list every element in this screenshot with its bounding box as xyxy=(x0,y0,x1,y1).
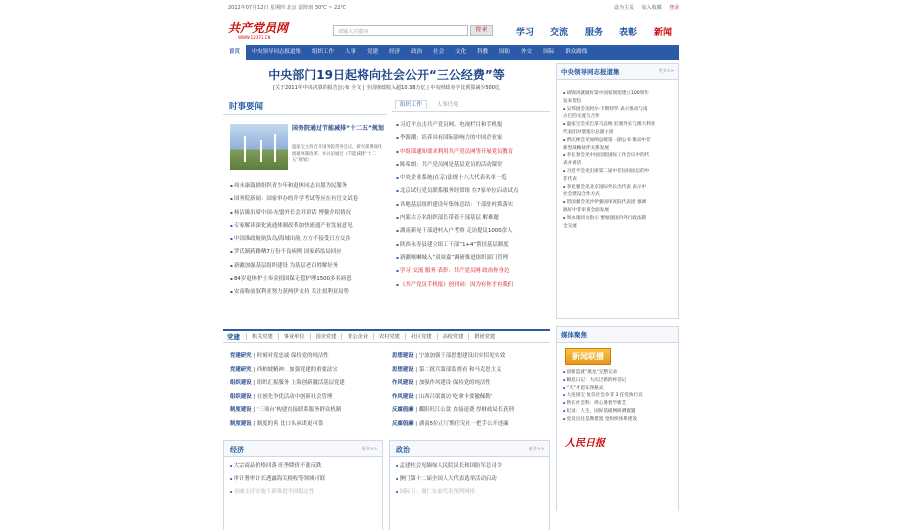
list-item[interactable]: 组织建设 | 在创先争优活动中创新社会管理 xyxy=(230,393,333,400)
list-item[interactable]: ▪ 胡锦涛就做好第中国家领馆建立100周年 xyxy=(563,90,674,98)
nav-item[interactable]: 党建 xyxy=(367,49,379,55)
economy-title: 经济 xyxy=(230,446,244,454)
list-item[interactable]: ▪ 澳门第十二届全国人大代表选举活动启动 xyxy=(396,473,543,486)
nav-news[interactable]: 新闻 xyxy=(654,28,673,38)
feature-image[interactable] xyxy=(230,124,288,170)
list-item[interactable]: ▪ 金融支持实施下新推进全国稳定性 xyxy=(230,486,376,499)
category-label[interactable]: 制度建设 xyxy=(230,407,252,414)
list-item[interactable]: 党建研究 | 时刻对党忠诚 保持党的纯洁性 xyxy=(230,353,329,359)
nav-item[interactable]: 外交 xyxy=(521,49,533,55)
more-link[interactable]: 更多>> xyxy=(658,68,674,73)
tab-item[interactable]: 国企党建 xyxy=(310,333,342,340)
list-item[interactable]: ▪ 贾庆林会见加纳总统第一副公书 推动中非 xyxy=(563,137,674,145)
nav-item[interactable]: 群众路线 xyxy=(565,49,588,55)
tab-item[interactable]: 高校党建 xyxy=(437,333,469,340)
media-list xyxy=(557,367,678,426)
org-news-list xyxy=(396,118,546,291)
item-title[interactable]: 湖南5位正厅期任究社一把手公开述廉 xyxy=(418,420,509,427)
list-item[interactable]: ▪ 新疆喀喇城入“双周嘉”调研推进组织部门管理 xyxy=(396,251,546,264)
search-button[interactable]: 搜 索 xyxy=(470,25,493,36)
category-label[interactable]: 组织建设 xyxy=(230,380,252,387)
list-item[interactable]: 全交流 xyxy=(563,223,577,229)
list-item[interactable]: ▪ 中央企业系统(在京)法规十八大代表名单一览 xyxy=(396,171,546,184)
list-item[interactable]: 新型战略伙伴关系发展 xyxy=(563,145,609,151)
top-links xyxy=(614,4,685,11)
item-title[interactable]: 鄱阳旺江公款 直接退费 厚财政局长获刑 xyxy=(418,407,514,414)
politics-title: 政治 xyxy=(396,446,410,454)
category-label[interactable]: 作风建设 xyxy=(392,393,414,400)
leaders-list xyxy=(557,80,678,232)
list-item[interactable]: ▪ 学习 交流 服务 表彰：共产党员网 政治你身边 xyxy=(396,264,546,277)
list-item[interactable]: ▪ 孟建柱会见缅甸人民院议长和国防军总司令 xyxy=(396,460,543,473)
list-item[interactable]: ▪ 湖南新晃干部进村入户考察 走访提议1000余人 xyxy=(396,224,546,237)
list-item[interactable]: 代表团对塞塞尔总副主席 xyxy=(563,129,614,135)
list-item[interactable]: ▪ 暂在社会科：周心暑着学新艺 xyxy=(563,400,674,408)
site-logo[interactable] xyxy=(228,19,290,43)
list-item[interactable]: ▪ 杨洁篪出席中国-东盟外长会并讲话 博鳌介绍情况 xyxy=(230,206,390,219)
nav-home[interactable]: 首页 xyxy=(223,45,246,60)
category-label[interactable]: 组织建设 xyxy=(230,393,252,400)
party-building-bar xyxy=(223,329,550,343)
logo-url: WWW.12371.CN xyxy=(238,35,271,40)
tab-appointments[interactable]: 人事任免 xyxy=(436,102,459,108)
list-item[interactable]: 党建研究 | 西柏坡精神：加强党建的重要法宝 xyxy=(230,366,338,373)
category-label[interactable]: 思想建设 xyxy=(392,366,414,373)
leaders-panel xyxy=(556,63,679,319)
divider xyxy=(392,111,550,112)
list-item[interactable]: 表并讲话 xyxy=(563,161,582,167)
news-section-title: 时事要闻 xyxy=(229,102,264,112)
list-item[interactable]: 反腐倡廉 | 鄱阳旺江公款 直接退费 厚财政局长获刑 xyxy=(392,407,514,414)
list-item[interactable]: ▪ 84岁退休护士奉金捐国保无偿护理1500多名病患 xyxy=(230,272,390,285)
nav-item[interactable]: 人事 xyxy=(345,49,357,55)
item-title[interactable]: 山西吕梁离访‘吃拿卡要撤佩勒’ xyxy=(418,393,493,400)
list-item[interactable]: ▪ 北京试行党员联系服务经常组 在7家单位启动试点 xyxy=(396,184,546,197)
list-item[interactable]: ▪ 《共产党员手机报》创刊词：因为有你才有我们 xyxy=(396,278,546,291)
item-title[interactable]: 时刻对党忠诚 保持党的纯洁性 xyxy=(256,353,329,359)
item-title[interactable]: 制度的善 比口头承诺更可靠 xyxy=(256,420,324,427)
list-item[interactable]: 社会建设合作方式 xyxy=(563,192,600,198)
list-item[interactable]: ▪ 各地基层组织建设年集体总结：干部驻村抓落实 xyxy=(396,198,546,211)
tab-item[interactable]: 机关党建 xyxy=(246,333,278,340)
nav-item[interactable]: 社会 xyxy=(433,49,445,55)
list-item[interactable]: ▪ 李克强会见北京国际外长出代表 表示中 xyxy=(563,184,674,192)
list-item[interactable]: 反腐倡廉 | 湖南5位正厅期任究社一把手公开述廉 xyxy=(392,420,509,427)
media-title: 媒体聚焦 xyxy=(557,327,678,343)
list-item[interactable]: ▪ 新疆加强基层组织建设 为基层老百姓解好务 xyxy=(230,259,390,272)
category-label[interactable]: 反腐倡廉 xyxy=(392,407,414,414)
nav-exchange[interactable]: 交流 xyxy=(550,28,569,38)
item-title[interactable]: 加强作风建设 保持党的纯洁性 xyxy=(418,380,491,387)
list-item[interactable]: 搞好中非审查全面发展 xyxy=(563,207,609,213)
category-label[interactable]: 党建研究 xyxy=(230,366,252,373)
nav-item[interactable]: 国防 xyxy=(499,49,511,55)
org-tabs xyxy=(395,100,467,108)
list-item[interactable]: ▪ 纪录：人生，国际基础网研测置题 xyxy=(563,408,674,416)
list-item[interactable]: 发来贺信 xyxy=(563,98,582,104)
list-item[interactable]: ▪ 专家解读深化流通体制改革加快流通产业发展意见 xyxy=(230,219,390,232)
list-item[interactable]: 非代表 xyxy=(563,176,577,182)
list-item[interactable]: 作风建设 | 加强作风建设 保持党的纯洁性 xyxy=(392,380,491,387)
feature-title[interactable]: 国务院通过节能减排“十二五”规划 xyxy=(292,125,384,132)
list-item[interactable]: ▪ 吴邦国会见阿尔·卡斯特罗 表示推动与南 xyxy=(563,106,674,114)
list-item[interactable]: 组织建设 | 组织汇报服务 上海创新激活基层党建 xyxy=(230,380,345,387)
list-item[interactable]: ▪ 国际卫：谢仁东前代表预判网络 xyxy=(396,486,543,499)
list-item[interactable]: ▪ 习近平会见出席第二届中非民间论坛的中 xyxy=(563,168,674,176)
logo-title: 共产党员网 xyxy=(228,21,289,35)
nav-item[interactable]: 经济 xyxy=(389,49,401,55)
leaders-title xyxy=(557,64,678,80)
more-link[interactable]: 更多>> xyxy=(528,446,544,451)
headline-sublinks[interactable]: [关于2011年中央决算的报告]公布 全文 | 全国财政收入超10.38万亿 | 中央财政赤字比预算减少500亿 xyxy=(273,85,500,91)
item-title[interactable]: 第二批兵第部监督看 和马克思主义 xyxy=(418,366,502,373)
tab-item[interactable]: 农村党建 xyxy=(373,333,405,340)
list-item[interactable]: 制度建设 | 制度的善 比口头承诺更可靠 xyxy=(230,420,324,427)
headline[interactable]: 中央部门19日起将向社会公开“三公经费”等 xyxy=(268,68,505,82)
list-item[interactable]: ▪ 内蒙古万名组织部长带着干部基层 解难题 xyxy=(396,211,546,224)
politics-box xyxy=(389,440,550,530)
tab-item[interactable]: 事业单位 xyxy=(278,333,310,340)
news-list xyxy=(230,179,390,299)
divider xyxy=(223,114,387,115)
search-input[interactable]: 请输入关键词 xyxy=(333,25,468,36)
party-building-title: 党建 xyxy=(227,333,240,341)
category-label[interactable]: 党建研究 xyxy=(230,353,252,359)
list-item[interactable]: ▪ 中组部通知要求利用共产党员网等开展党员教育 xyxy=(396,145,546,158)
party-list-left xyxy=(230,350,390,432)
list-item[interactable]: ▪ 大宗商品价格回落 旺季降价不涨反跌 xyxy=(230,460,376,473)
nav-study[interactable]: 学习 xyxy=(516,28,535,38)
nav-item[interactable]: 中央领导同志报道集 xyxy=(251,49,302,55)
top-bar xyxy=(0,0,908,14)
tab-org-work[interactable]: 组织工作 xyxy=(395,100,427,109)
list-item[interactable]: ▪ “天”才恩东预格式 xyxy=(563,385,674,393)
tab-item[interactable]: 群团党建 xyxy=(468,333,500,340)
item-title[interactable]: ‘三项台’构建直接联系服务群众机制 xyxy=(256,407,342,414)
list-item[interactable]: ▪ 瞬息日记：大庆过新的杯话记 xyxy=(563,377,674,385)
list-item[interactable]: 古巴的交流与合作 xyxy=(563,114,600,120)
nav-item[interactable]: 文化 xyxy=(455,49,467,55)
list-item[interactable]: ▪ 创新造就“航龙”完整记录 xyxy=(563,369,674,377)
main-nav xyxy=(223,45,679,60)
list-item[interactable]: ▪ 陈希朗：共产党员网是基层党员的活动课堂 xyxy=(396,158,546,171)
category-label[interactable]: 反腐倡廉 xyxy=(392,420,414,427)
more-link[interactable]: 更多>> xyxy=(361,446,377,451)
list-item[interactable]: ▪ 国务院新闻：国家审办的升学考试等应在有官文试卷 xyxy=(230,192,390,205)
item-title[interactable]: 组织汇报服务 上海创新激活基层党建 xyxy=(256,380,345,387)
login-link[interactable]: 登录 xyxy=(669,5,680,11)
list-item[interactable]: ▪ 贺国强会见沙伊强国审查院代表团 强调 xyxy=(563,199,674,207)
nav-item[interactable]: 组织工作 xyxy=(312,49,335,55)
tab-item[interactable]: 社区党建 xyxy=(405,333,437,340)
party-list-right xyxy=(392,350,548,432)
nav-item[interactable]: 科教 xyxy=(477,49,489,55)
list-item[interactable]: ▪ 陕西永寿县建立组工干部“1+4”帮扶基层制度 xyxy=(396,238,546,251)
cctv-news-banner[interactable]: 新闻联播 xyxy=(565,348,611,365)
list-item[interactable]: 制度建设 | ‘三项台’构建直接联系服务群众机制 xyxy=(230,407,342,414)
category-label[interactable]: 作风建设 xyxy=(392,380,414,387)
list-item[interactable]: ▪ 周永康同文指示 要加强国内外行政法制 xyxy=(563,215,674,223)
add-favorite-link[interactable]: 加入收藏 xyxy=(641,5,662,11)
date-weather: 2012年07月12日 星期四 北京 雷阵雨 30℃ ~ 22℃ xyxy=(228,5,347,11)
list-item[interactable]: ▪ 温家宝会见巴拿马总统 驻塞外长与澳大利亚 xyxy=(563,121,674,129)
list-item[interactable]: ▪ 李源潮：培养具有国际影响力的中国企业家 xyxy=(396,131,546,144)
nav-item[interactable]: 政治 xyxy=(411,49,423,55)
list-item[interactable]: ▪ 周永康鼓励组织青少年和退休同志自愿为民服务 xyxy=(230,179,390,192)
tab-item[interactable]: 非公企业 xyxy=(341,333,373,340)
category-label[interactable]: 思想建设 xyxy=(392,353,414,359)
peoples-daily-logo[interactable]: 人民日报 xyxy=(565,437,605,449)
item-title[interactable]: 西柏坡精神：加强党建的重要法宝 xyxy=(256,366,338,373)
leaders-title-text: 中央领导同志报道集 xyxy=(561,68,620,76)
list-item[interactable]: ▪ 中国准政航航负岛/海域出航 方方不接受日方交涉 xyxy=(230,232,390,245)
list-item[interactable]: 思想建设 | 第二批兵第部监督看 和马克思主义 xyxy=(392,366,502,373)
feature-summary: 温家宝主持召开国务院常务会议，研究部署深化流通体制改革；并讨论通过《节能减排“十二五”规划》 xyxy=(292,145,383,163)
list-item[interactable]: ▪ 审计署审计长透露海关税收等领域可联 xyxy=(230,473,376,486)
economy-box xyxy=(223,440,383,530)
set-homepage-link[interactable]: 设为主页 xyxy=(614,5,635,11)
item-title[interactable]: 宁波加强干部思想建设出实招见实效 xyxy=(418,353,506,359)
list-item[interactable]: ▪ 安南称前叙利亚努力获两伊支持 关注叙利亚局势 xyxy=(230,285,390,298)
list-item[interactable]: 作风建设 | 山西吕梁离访‘吃拿卡要撤佩勒’ xyxy=(392,393,493,400)
media-panel xyxy=(556,326,679,511)
nav-item[interactable]: 国际 xyxy=(543,49,555,55)
list-item[interactable]: ▪ 党员出任是教措置 党组织体系建设 xyxy=(563,416,674,424)
list-item[interactable]: ▪ 李长春会见中国出版国际工作会议中的代 xyxy=(563,152,674,160)
nav-honor[interactable]: 表彰 xyxy=(619,28,638,38)
list-item[interactable]: ▪ 罗氏制药路晒7万份不良病例 国家药监局回应 xyxy=(230,245,390,258)
category-label[interactable]: 制度建设 xyxy=(230,420,252,427)
list-item[interactable]: ▪ 习近平点击共产党员网、电视栏目和手机报 xyxy=(396,118,546,131)
nav-service[interactable]: 服务 xyxy=(585,28,604,38)
list-item[interactable]: ▪ 大连国宝 复仅社会争非 3 任党执行议 xyxy=(563,392,674,400)
item-title[interactable]: 在创先争优活动中创新社会管理 xyxy=(256,393,333,400)
list-item[interactable]: 思想建设 | 宁波加强干部思想建设出实招见实效 xyxy=(392,353,506,359)
